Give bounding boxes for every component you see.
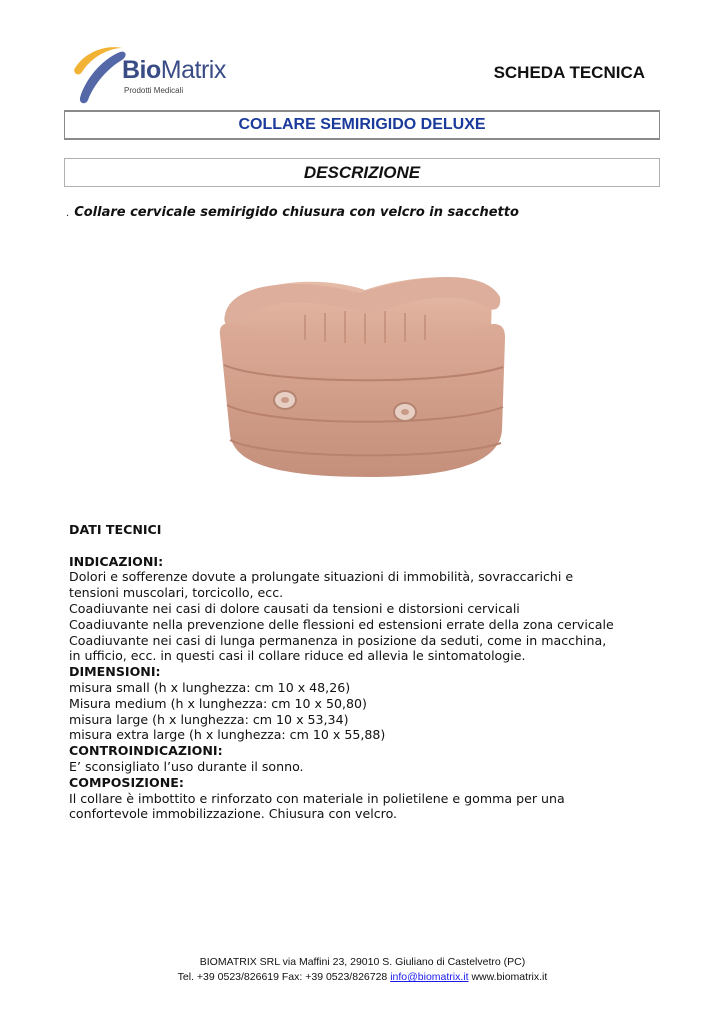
product-title-box <box>64 110 660 140</box>
technical-data-title: DATI TECNICI <box>69 522 162 537</box>
biomatrix-logo <box>70 42 240 106</box>
text-line: Coadiuvante nella prevenzione delle flessioni ed estensioni errate della zona cervicale <box>69 616 614 632</box>
description-bullet: . <box>66 208 70 219</box>
logo-tagline: Prodotti Medicali <box>124 86 184 95</box>
section-heading-dimensioni: DIMENSIONI: <box>69 664 161 680</box>
text-line: misura large (h x lunghezza: cm 10 x 53,34) <box>69 711 349 727</box>
text-line: E’ sconsigliato l’uso durante il sonno. <box>69 758 304 774</box>
product-title: COLLARE SEMIRIGIDO DELUXE <box>238 116 486 133</box>
footer-website: www.biomatrix.it <box>468 971 548 983</box>
description-text: Collare cervicale semirigido chiusura con velcro in sacchetto <box>74 205 519 220</box>
text-line: Coadiuvante nei casi di lunga permanenza in posizione da seduti, come in macchina, <box>69 632 607 648</box>
product-image <box>210 255 515 485</box>
footer <box>0 955 725 985</box>
product-description <box>66 205 519 220</box>
footer-contacts <box>0 970 725 985</box>
text-line: Dolori e sofferenze dovute a prolungate situazioni di immobilità, sovraccarichi e <box>69 569 574 585</box>
logo-swoosh-icon <box>70 42 130 106</box>
footer-phone-fax: Tel. +39 0523/826619 Fax: +39 0523/826728 <box>177 971 391 983</box>
text-line: misura small (h x lunghezza: cm 10 x 48,26) <box>69 679 351 695</box>
text-line: tensioni muscolari, torcicollo, ecc. <box>69 585 284 601</box>
text-line: misura extra large (h x lunghezza: cm 10 x 55,88) <box>69 727 386 743</box>
text-line: Misura medium (h x lunghezza: cm 10 x 50,80) <box>69 695 367 711</box>
technical-data <box>69 522 669 822</box>
cervical-collar-icon <box>210 255 515 485</box>
text-line: in ufficio, ecc. in questi casi il collare riduce ed allevia le sintomatologie. <box>69 648 526 664</box>
section-heading-controindicazioni: CONTROINDICAZIONI: <box>69 743 223 759</box>
section-heading-composizione: COMPOSIZIONE: <box>69 774 184 790</box>
description-heading-box <box>64 158 660 187</box>
footer-address: BIOMATRIX SRL via Maffini 23, 29010 S. Giuliano di Castelvetro (PC) <box>199 956 526 968</box>
email-link[interactable]: info@biomatrix.it <box>390 971 469 983</box>
section-heading-indicazioni: INDICAZIONI: <box>69 553 164 569</box>
description-heading: DESCRIZIONE <box>303 163 421 182</box>
text-line: confortevole immobilizzazione. Chiusura con velcro. <box>69 806 398 822</box>
text-line: Coadiuvante nei casi di dolore causati da tensioni e distorsioni cervicali <box>69 600 520 616</box>
logo-wordmark: BioMatrix <box>122 56 226 84</box>
document-type-title: SCHEDA TECNICA <box>493 63 645 82</box>
text-line: Il collare è imbottito e rinforzato con materiale in polietilene e gomma per una <box>69 790 565 806</box>
